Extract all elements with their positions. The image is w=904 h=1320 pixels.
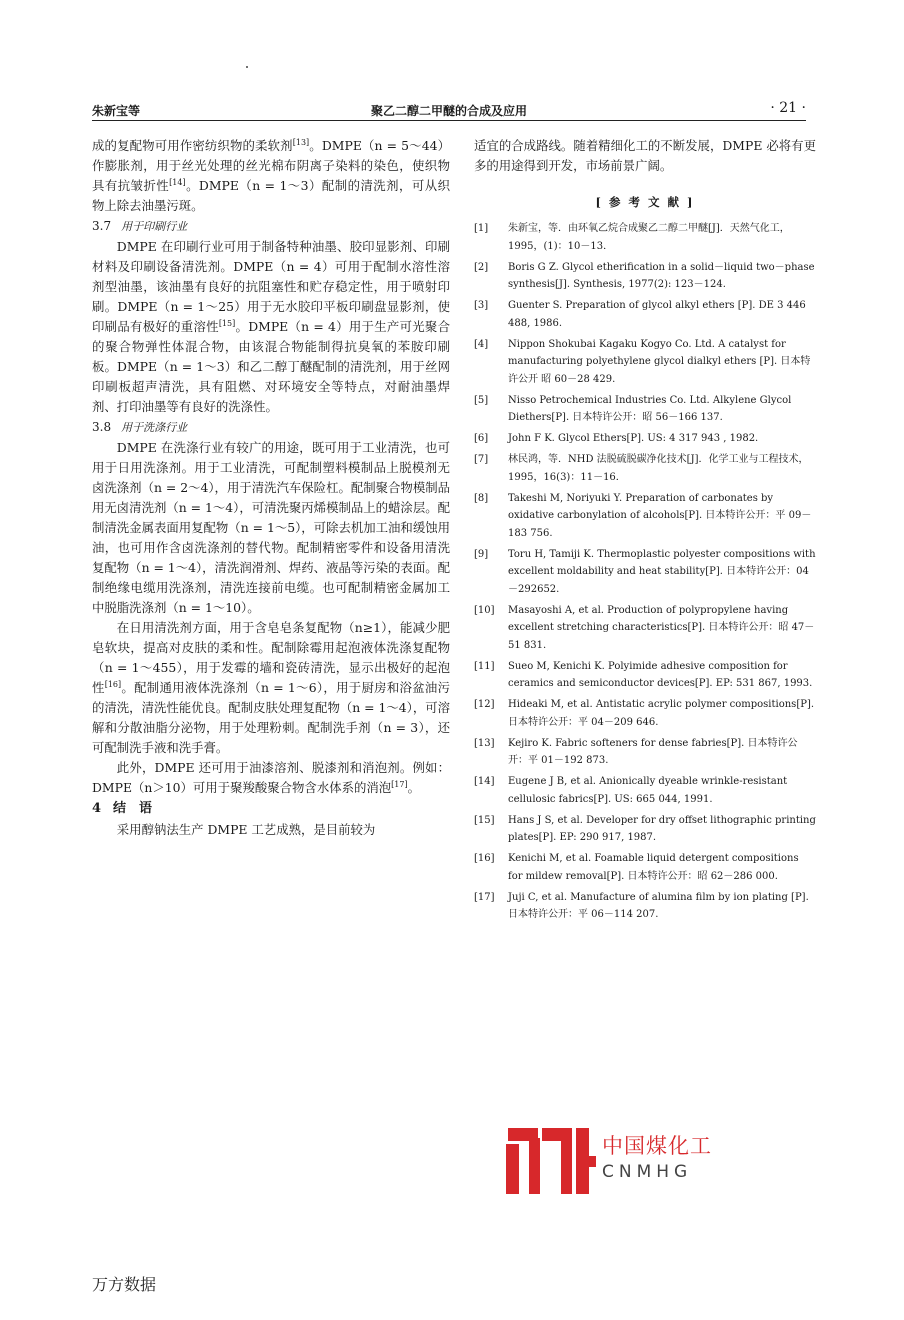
- reference-text: Kenichi M, et al. Foamable liquid detergent compositions for mildew removal[P]. 日本特许公开：昭 62－286 000.: [508, 853, 799, 882]
- reference-text: Eugene J B, et al. Anionically dyeable wrinkle-resistant cellulosic fabrics[P]. US: 665 044, 1991.: [508, 776, 788, 805]
- reference-item: [474, 297, 816, 332]
- reference-text: Hideaki M, et al. Antistatic acrylic polymer compositions[P]. 日本特许公开：平 04－209 646.: [508, 699, 815, 728]
- references-heading: [ 参 考 文 献 ]: [595, 195, 695, 209]
- reference-item: [474, 490, 816, 543]
- logo-bar: [576, 1156, 596, 1167]
- left-column: [92, 136, 450, 840]
- reference-number: [6]: [474, 433, 489, 444]
- header-journal-title: 聚乙二醇二甲醚的合成及应用: [370, 104, 527, 118]
- citation: [14]: [169, 177, 186, 187]
- section-heading-3-8: 3.8 用于洗涤行业: [92, 420, 188, 434]
- header-author: 朱新宝等: [92, 104, 141, 118]
- reference-item: [474, 773, 816, 808]
- reference-number: [7]: [474, 454, 489, 465]
- reference-number: [5]: [474, 394, 489, 406]
- reference-number: [9]: [474, 548, 489, 560]
- logo-text-en: CNMHG: [602, 1162, 693, 1182]
- reference-text: Nisso Petrochemical Industries Co. Ltd. Alkylene Glycol Diethers[P]. 日本特许公开：昭 56－166 137.: [508, 394, 792, 423]
- paragraph: 采用醇钠法生产 DMPE 工艺成熟，是目前较为: [116, 822, 376, 837]
- footer-watermark: 万方数据: [92, 1275, 157, 1294]
- reference-number: [15]: [474, 814, 495, 826]
- citation: [15]: [218, 318, 236, 328]
- reference-item: [474, 430, 816, 448]
- reference-number: [2]: [474, 261, 489, 273]
- reference-item: [474, 336, 816, 389]
- reference-number: [12]: [474, 699, 495, 710]
- reference-item: [474, 220, 816, 255]
- paragraph: DMPE 在印刷行业可用于制备特种油墨、胶印显影剂、印刷材料及印刷设备清洗剂。DMPE（n = 4）可用于配制水溶性溶剂型油墨，该油墨有良好的抗阻塞性和贮存稳定性，用于喷射印刷。DMPE（n = 1～25）用于无水胶印平板印刷盘显影剂，使印刷品有极好的重溶性[15]。DMPE（n = 4）用于生产可光聚合的聚合物弹性体混合物，由该混合物能制得抗臭氧的苯胺印刷板。DMPE（n = 1～3）和乙二醇丁醚配制的清洗剂，用于丝网印刷板超声清洗，具有阻燃、对环境安全等特点，对耐油墨焊剂、打印油墨等有良好的洗涤性。: [92, 239, 450, 414]
- citation: [17]: [391, 779, 408, 789]
- paragraph: 此外，DMPE 还可用于油漆溶剂、脱漆剂和消泡剂。例如：DMPE（n＞10）可用于聚羧酸聚合物含水体系的消泡[17]。: [92, 760, 450, 795]
- reference-text: Nippon Shokubai Kagaku Kogyo Co. Ltd. A catalyst for manufacturing polyethylene glycol dialkyl ethers [P]. 日本特许公开 昭 60－28 429.: [508, 338, 811, 385]
- right-column: [474, 136, 816, 927]
- reference-number: [13]: [474, 737, 495, 749]
- citation: [16]: [104, 679, 122, 689]
- reference-item: [474, 602, 816, 655]
- reference-text: Sueo M, Kenichi K. Polyimide adhesive composition for ceramics and semiconductor devices[P]. EP: 531 867, 1993.: [508, 660, 813, 689]
- reference-text: 朱新宝，等．由环氧乙烷合成聚乙二醇二甲醚[J]．天然气化工，1995，(1)：10－13．: [508, 223, 790, 252]
- reference-text: Hans J S, et al. Developer for dry offset lithographic printing plates[P]. EP: 290 917, 1987.: [508, 814, 816, 843]
- reference-item: [474, 259, 816, 294]
- section-heading-4: 4 结 语: [92, 801, 153, 816]
- reference-number: [4]: [474, 338, 489, 350]
- reference-number: [8]: [474, 492, 489, 504]
- reference-text: Toru H, Tamiji K. Thermoplastic polyester compositions with excellent moldability and heat stability[P]. 日本特许公开：04－292652.: [508, 548, 816, 595]
- reference-number: [11]: [474, 660, 495, 672]
- paragraph: 在日用清洗剂方面，用于含皂皂条复配物（n≥1），能减少肥皂软块，提高对皮肤的柔和性。配制除霉用起泡液体洗涤复配物（n = 1～455），用于发霉的墙和瓷砖清洗，显示出极好的起泡性[16]。配制通用液体洗涤剂（n = 1～6），用于厨房和浴盆油污的清洗，清洗性能优良。配制皮肤处理复配物（n = 1～4），可溶解和分散油脂分泌物，用于处理粉刺。配制洗手剂（n = 3），还可配制洗手液和洗手膏。: [92, 620, 451, 755]
- logo-bar: [529, 1138, 540, 1194]
- reference-number: [16]: [474, 853, 495, 864]
- reference-item: [474, 658, 816, 693]
- reference-text: Masayoshi A, et al. Production of polypropylene having excellent stretching characteristics[P]. 日本特许公开：昭 47－51 831.: [508, 604, 815, 651]
- reference-item: [474, 392, 816, 427]
- reference-number: [14]: [474, 776, 495, 787]
- reference-text: Juji C, et al. Manufacture of alumina film by ion plating [P]. 日本特许公开：平 06－114 207.: [508, 891, 809, 920]
- section-heading-3-7: 3.7 用于印刷行业: [92, 219, 188, 233]
- paragraph: 成的复配物可用作密纺织物的柔软剂[13]。DMPE（n = 5～44）作膨胀剂，用于丝光处理的丝光棉布阴离子染料的染色，使织物具有抗皱折性[14]。DMPE（n = 1～3）配制的清洗剂，可从织物上除去油墨污斑。: [92, 137, 451, 213]
- reference-item: [474, 889, 816, 924]
- reference-text: Boris G Z. Glycol etherification in a solid－liquid two－phase synthesis[J]. Synthesis, 1977(2): 123－124.: [508, 261, 815, 290]
- reference-text: Takeshi M, Noriyuki Y. Preparation of carbonates by oxidative carbonylation of alcohols[P]. 日本特许公开：平 09－183 756.: [508, 492, 812, 539]
- logo-bar: [506, 1144, 519, 1194]
- paragraph: DMPE 在洗涤行业有较广的用途，既可用于工业清洗，也可用于日用洗涤剂。用于工业清洗，可配制塑料模制品上脱模剂无卤洗涤剂（n = 2～4），用于清洗汽车保险杠。配制聚合物模制品用无卤清洗剂（n = 1～4），可清洗聚丙烯模制品上的蜡涂层。配制清洗金属表面用复配物（n = 1～5），可除去机加工油和缓蚀用油，也可用作含卤洗涤剂的替代物。配制精密零件和设备用清洗复配物（n = 1～4），清洗润滑剂、焊药、液晶等污染的表面。配制绝缘电缆用洗涤剂，清洗连接前电缆。也可配制精密金属加工中脱脂洗涤剂（n = 1～10）。: [92, 440, 450, 615]
- reference-text: Guenter S. Preparation of glycol alkyl ethers [P]. DE 3 446 488, 1986.: [508, 300, 806, 329]
- reference-text: Kejiro K. Fabric softeners for dense fabries[P]. 日本特许公开：平 01－192 873.: [508, 737, 798, 766]
- running-header: [92, 98, 806, 120]
- conclusion-paragraph: 适宜的合成路线。随着精细化工的不断发展，DMPE 必将有更多的用途得到开发，市场前景广阔。: [474, 138, 816, 173]
- reference-number: [3]: [474, 300, 489, 311]
- reference-number: [10]: [474, 604, 495, 616]
- reference-item: [474, 735, 816, 770]
- reference-number: [17]: [474, 891, 495, 903]
- reference-item: [474, 451, 816, 486]
- scan-dot: [246, 66, 248, 68]
- reference-text: John F K. Glycol Ethers[P]. US: 4 317 943 , 1982.: [508, 433, 759, 444]
- reference-number: [1]: [474, 223, 489, 234]
- citation: [13]: [292, 137, 310, 147]
- header-rule: [92, 120, 806, 121]
- reference-list: [474, 220, 816, 924]
- reference-item: [474, 850, 816, 885]
- reference-item: [474, 546, 816, 599]
- reference-item: [474, 812, 816, 847]
- reference-item: [474, 696, 816, 731]
- header-page-number: · 21 ·: [770, 100, 806, 116]
- logo-text-cn: 中国煤化工: [602, 1134, 712, 1158]
- logo-bar: [561, 1138, 572, 1194]
- reference-text: 林民鸿，等．NHD 法脱硫脱碳净化技术[J]．化学工业与工程技术，1995，16(3)：11－16．: [508, 454, 809, 483]
